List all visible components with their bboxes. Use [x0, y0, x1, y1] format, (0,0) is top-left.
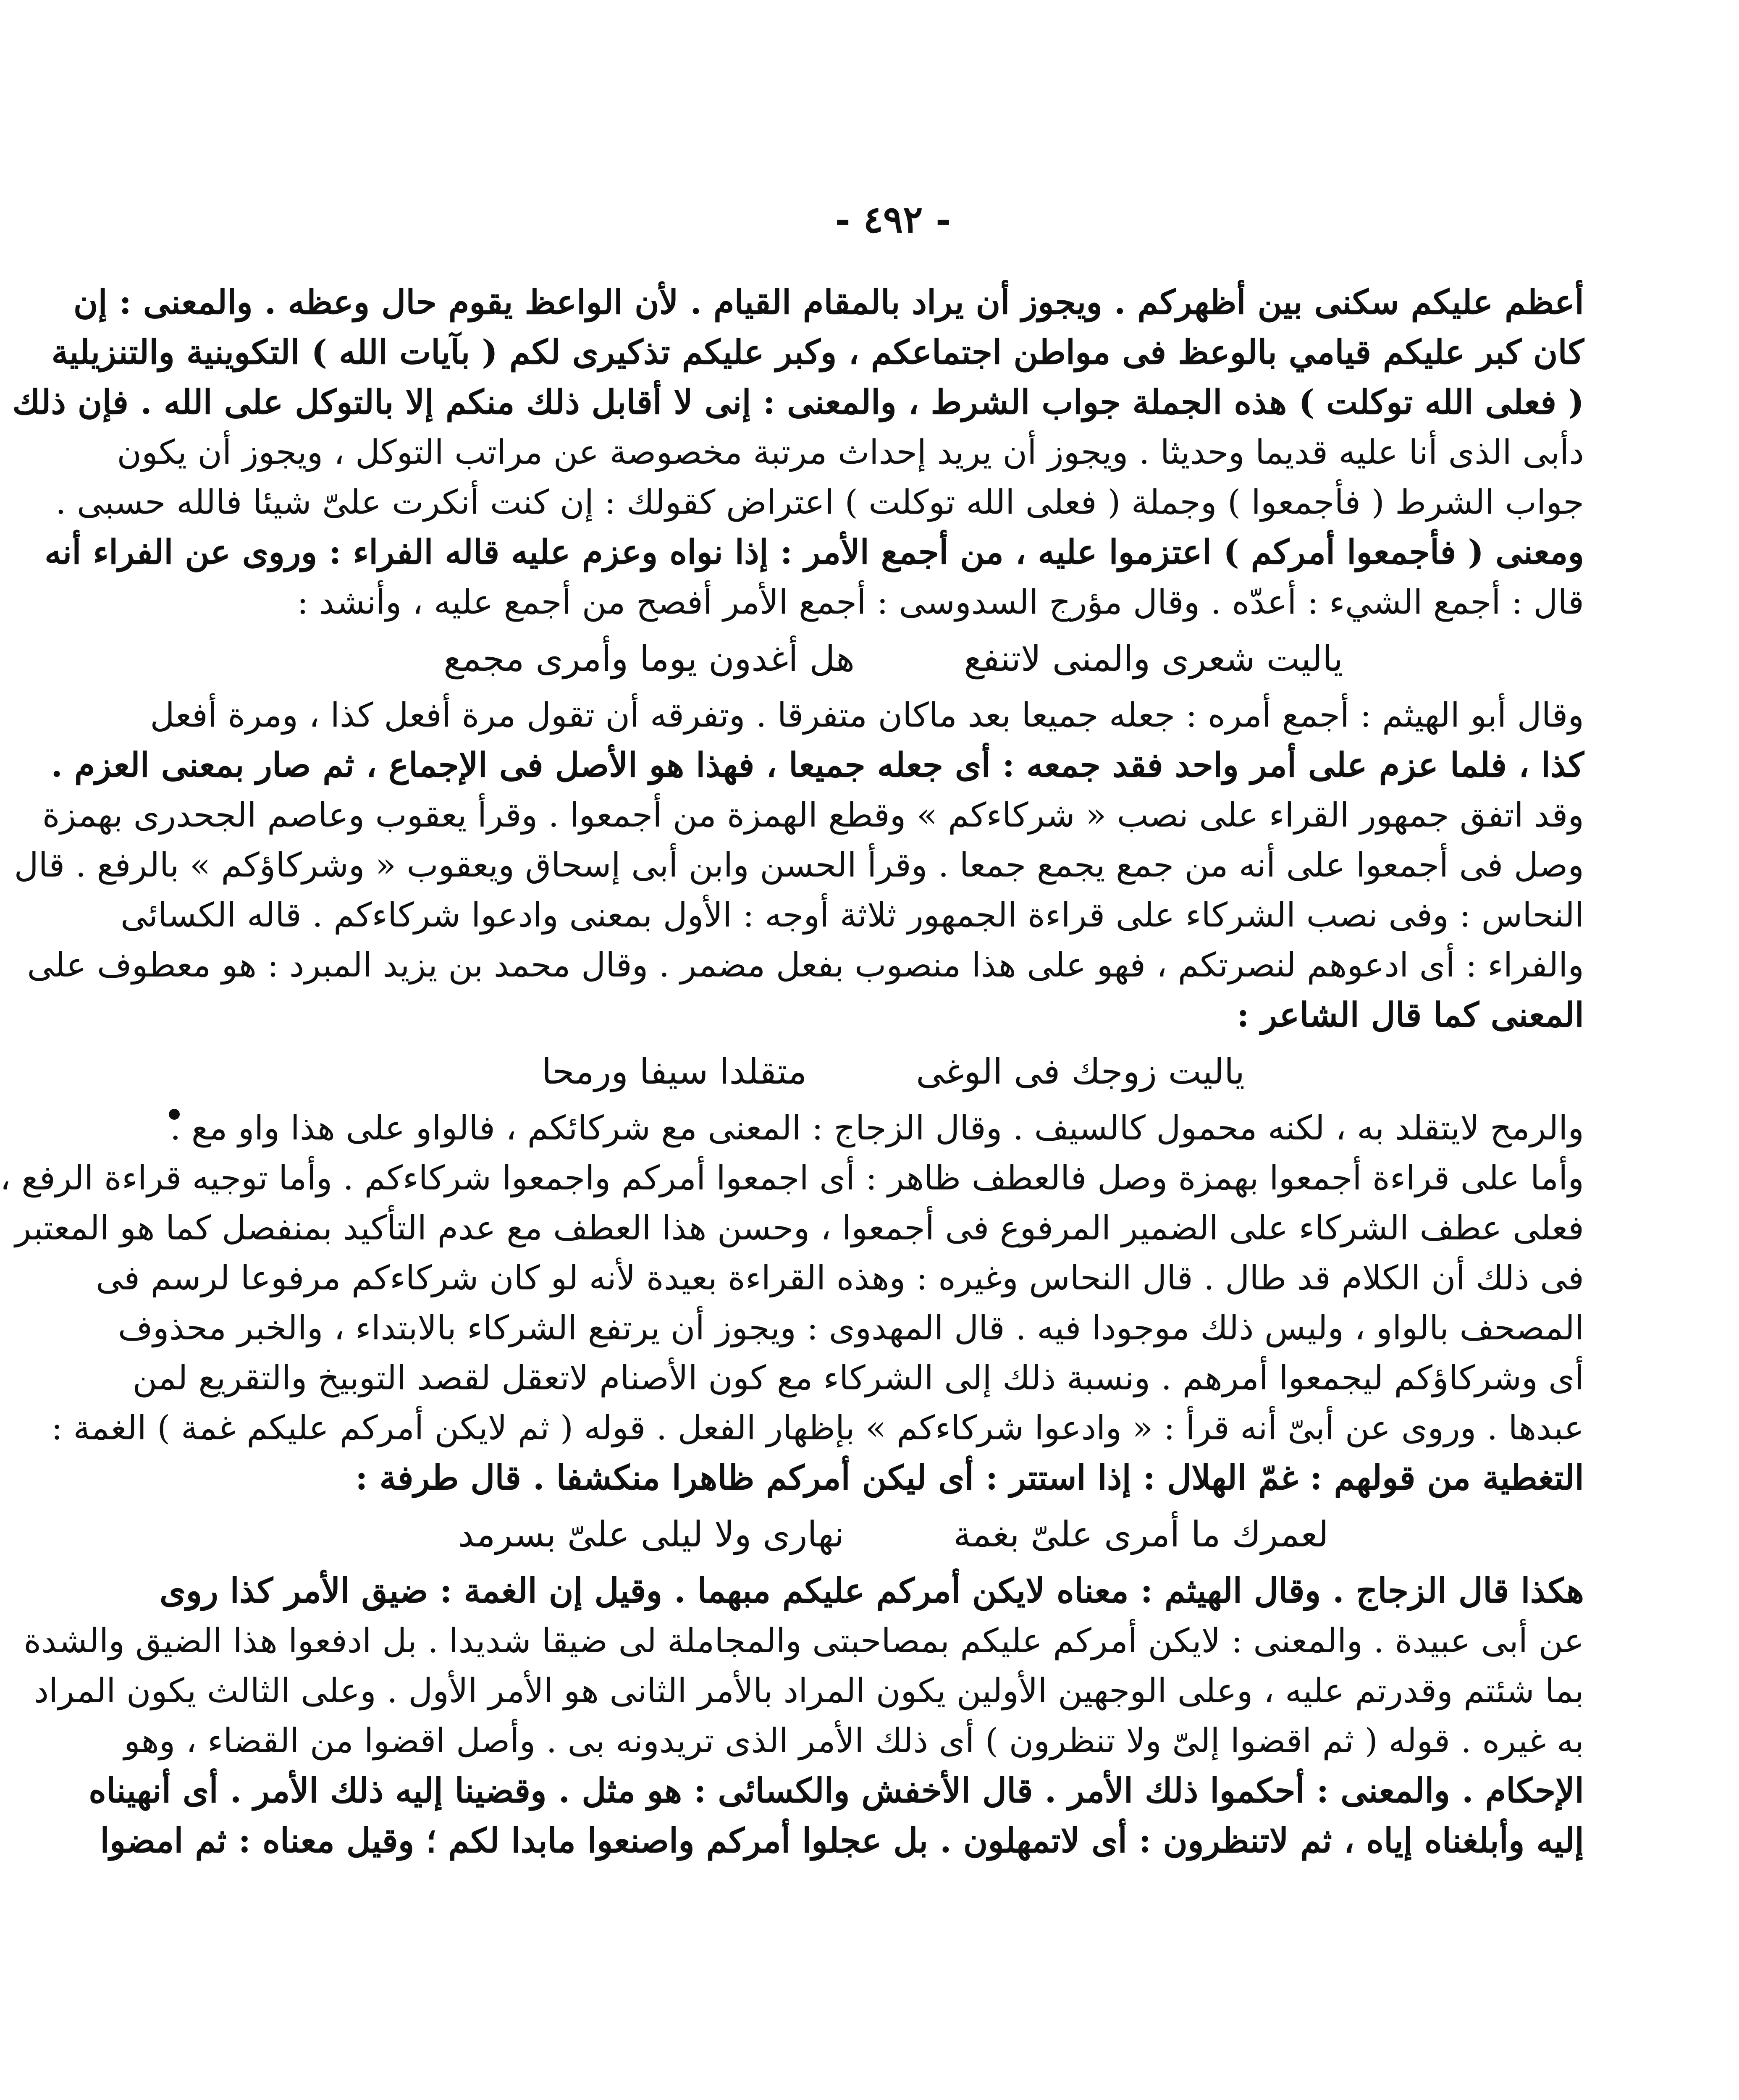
- text-line: المعنى كما قال الشاعر :: [1237, 995, 1584, 1034]
- verse-hemistich-second: متقلدا سيفا ورمحا: [541, 1051, 807, 1092]
- text-line: وصل فى أجمعوا على أنه من جمع يجمع جمعا . وقرأ الحسن وابن أبى إسحاق ويعقوب « وشركاؤكم » بالرفع . قال: [14, 845, 1584, 885]
- page-number: - ٤٩٢ -: [835, 197, 951, 241]
- text-line: والرمح لايتقلد به ، لكنه محمول كالسيف . وقال الزجاج : المعنى مع شركائكم ، فالواو على هذا واو مع .: [170, 1108, 1584, 1147]
- text-line: أعظم عليكم سكنى بين أظهركم . ويجوز أن يراد بالمقام القيام . لأن الواعظ يقوم حال وعظه . والمعنى : إن: [73, 282, 1584, 322]
- text-line: فعلى عطف الشركاء على الضمير المرفوع فى أجمعوا ، وحسن هذا العطف مع عدم التأكيد بمنفصل كما هو المعتبر: [15, 1208, 1584, 1247]
- text-line: به غيره . قوله ( ثم اقضوا إلىّ ولا تنظرون ) أى ذلك الأمر الذى تريدونه بى . وأصل اقضوا من القضاء ، وهو: [124, 1721, 1584, 1760]
- text-line: عن أبى عبيدة . والمعنى : لايكن أمركم عليكم بمصاحبتى والمجاملة لى ضيقا شديدا . بل ادفعوا هذا الضيق والشدة: [24, 1621, 1584, 1660]
- verse-hemistich-first: لعمرك ما أمرى علىّ بغمة: [953, 1514, 1329, 1555]
- text-line: جواب الشرط ( فأجمعوا ) وجملة ( فعلى الله توكلت ) اعتراض كقولك : إن كنت أنكرت علىّ شيئا فالله حسبى .: [55, 483, 1584, 522]
- text-line: هكذا قال الزجاج . وقال الهيثم : معناه لايكن أمركم عليكم مبهما . وقيل إن الغمة : ضيق الأمر كذا روى: [159, 1571, 1584, 1610]
- verse-hemistich-second: نهارى ولا ليلى علىّ بسرمد: [458, 1514, 845, 1555]
- text-line: وقال أبو الهيثم : أجمع أمره : جعله جميعا بعد ماكان متفرقا . وتفرقه أن تقول مرة أفعل كذا ، ومرة أفعل: [150, 696, 1584, 735]
- text-line: قال : أجمع الشيء : أعدّه . وقال مؤرج السدوسى : أجمع الأمر أفصح من أجمع عليه ، وأنشد :: [297, 583, 1584, 622]
- verse-hemistich-first: ياليت زوجك فى الوغى: [916, 1051, 1245, 1092]
- text-line: وقد اتفق جمهور القراء على نصب « شركاءكم » وقطع الهمزة من أجمعوا . وقرأ يعقوب وعاصم الجحدرى بهمزة: [42, 795, 1584, 835]
- verse-hemistich-first: ياليت شعرى والمنى لاتنفع: [964, 638, 1343, 679]
- text-line: التغطية من قولهم : غمّ الهلال : إذا استتر : أى ليكن أمركم ظاهرا منكشفا . قال طرفة :: [355, 1458, 1584, 1497]
- text-line: والفراء : أى ادعوهم لنصرتكم ، فهو على هذا منصوب بفعل مضمر . وقال محمد بن يزيد المبرد : هو معطوف على: [27, 945, 1584, 984]
- text-line: كذا ، فلما عزم على أمر واحد فقد جمعه : أى جعله جميعا ، فهذا هو الأصل فى الإجماع ، ثم صار بمعنى العزم .: [51, 745, 1584, 785]
- text-line: كان كبر عليكم قيامي بالوعظ فى مواطن اجتماعكم ، وكبر عليكم تذكيرى لكم ( بآيات الله ) التكوينية والتنزيلية: [51, 332, 1584, 372]
- text-line: فى ذلك أن الكلام قد طال . قال النحاس وغيره : وهذه القراءة بعيدة لأنه لو كان شركاءكم مرفوعا لرسم فى: [96, 1258, 1584, 1297]
- text-line: ومعنى ( فأجمعوا أمركم ) اعتزموا عليه ، من أجمع الأمر : إذا نواه وعزم عليه قاله الفراء : وروى عن الفراء أنه: [45, 532, 1584, 572]
- text-line: المصحف بالواو ، وليس ذلك موجودا فيه . قال المهدوى : ويجوز أن يرتفع الشركاء بالابتداء ، والخبر محذوف: [118, 1308, 1584, 1347]
- text-line: أى وشركاؤكم ليجمعوا أمرهم . ونسبة ذلك إلى الشركاء مع كون الأصنام لاتعقل لقصد التوبيخ والتقريع لمن: [132, 1358, 1584, 1397]
- text-line: ( فعلى الله توكلت ) هذه الجملة جواب الشرط ، والمعنى : إنى لا أقابل ذلك منكم إلا بالتوكل على الله . فإن ذلك: [12, 382, 1584, 422]
- text-line: الإحكام . والمعنى : أحكموا ذلك الأمر . قال الأخفش والكسائى : هو مثل . وقضينا إليه ذلك الأمر . أى أنهيناه: [89, 1771, 1584, 1810]
- text-line: بما شئتم وقدرتم عليه ، وعلى الوجهين الأولين يكون المراد بالأمر الثانى هو الأمر الأول . وعلى الثالث يكون المراد: [34, 1671, 1584, 1710]
- poetry-verse: [202, 627, 1584, 690]
- text-line: دأبى الذى أنا عليه قديما وحديثا . ويجوز أن يريد إحداث مرتبة مخصوصة عن مراتب التوكل ، ويجوز أن يكون: [117, 433, 1584, 472]
- verse-hemistich-second: هل أغدون يوما وأمرى مجمع: [443, 638, 855, 679]
- text-line: عبدها . وروى عن أبىّ أنه قرأ : « وادعوا شركاءكم » بإظهار الفعل . قوله ( ثم لايكن أمركم عليكم غمة ) الغمة :: [51, 1408, 1584, 1447]
- poetry-verse: [202, 1040, 1584, 1103]
- text-line: النحاس : وفى نصب الشركاء على قراءة الجمهور ثلاثة أوجه : الأول بمعنى وادعوا شركاءكم . قاله الكسائى: [121, 895, 1584, 934]
- page-text: [0, 277, 1584, 1866]
- text-line: وأما على قراءة أجمعوا بهمزة وصل فالعطف ظاهر : أى اجمعوا أمركم واجمعوا شركاءكم . وأما توجيه قراءة الرفع ،: [0, 1158, 1584, 1197]
- text-line: إليه وأبلغناه إياه ، ثم لاتنظرون : أى لاتمهلون . بل عجلوا أمركم واصنعوا مابدا لكم ؛ وقيل معناه : ثم امضوا: [100, 1821, 1584, 1860]
- poetry-verse: [202, 1503, 1584, 1566]
